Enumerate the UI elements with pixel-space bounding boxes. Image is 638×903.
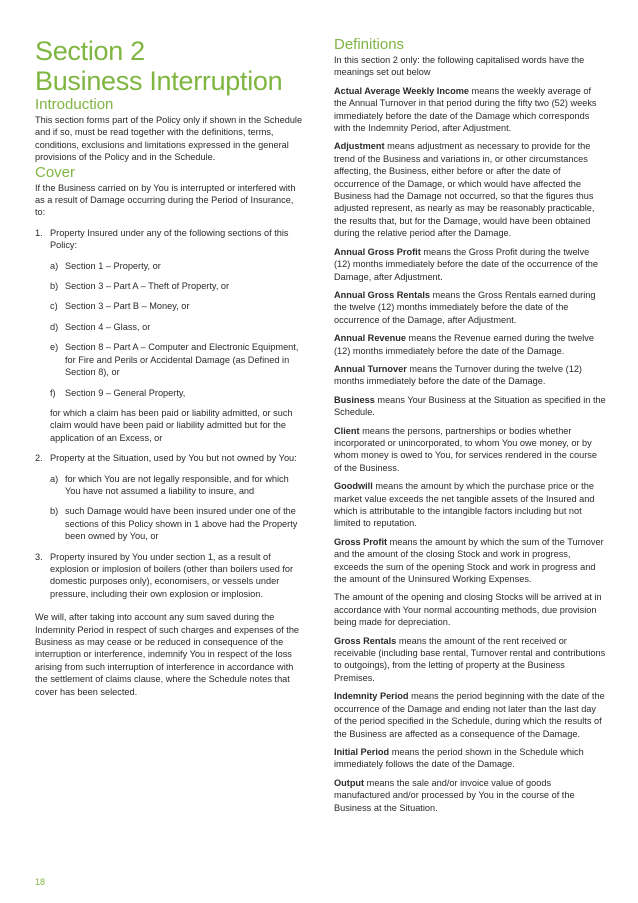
definition-text: means the amount by which the sum of the Turnover and the amount of the closing Stock and work in progress, exceeds the sum of the opening Stock and work in progress and the amount of the Uninsured Working Expenses.	[334, 536, 604, 585]
definition-text: The amount of the opening and closing Stocks will be arrived at in accordance with Your normal accounting methods, due provision being made for depreciation.	[334, 592, 602, 628]
definition-item	[334, 777, 606, 814]
definitions-lead: In this section 2 only: the following capitalised words have the meanings set out below	[334, 55, 585, 78]
definition-text: means the amount of the rent received or receivable (including base rental, Turnover rental and contributions to outgoings), from the letting of property at the Business Premises.	[334, 635, 606, 683]
cover-lead: If the Business carried on by You is interrupted or interfered with as a result of Damage occurring during the Period of Insurance, to:	[35, 182, 296, 218]
definitions-list	[334, 85, 606, 814]
definition-term: Gross Profit	[334, 536, 388, 547]
definition-term: Annual Turnover	[334, 363, 407, 374]
definition-text: means the Gross Rentals earned during the twelve (12) months immediately before the date of the occurrence of the Damage, after Adjustment.	[334, 289, 596, 325]
definition-term: Adjustment	[334, 141, 385, 152]
cover-item-3	[35, 551, 303, 601]
cover-list	[35, 227, 303, 600]
definition-item	[334, 536, 606, 586]
definition-text: means the Turnover during the twelve (12) months immediately before the date of the Damage.	[334, 363, 582, 387]
sub-item	[50, 260, 303, 272]
definition-item	[334, 425, 606, 475]
sub-item-text: Section 3 – Part B – Money, or	[65, 301, 190, 312]
cover-item-after-text: for which a claim has been paid or liability admitted, or such claim would have been paid or liability admitted but for the application of an Excess, or	[50, 407, 293, 443]
definition-item	[334, 363, 606, 388]
page-number: 18	[35, 877, 46, 887]
definition-item	[334, 635, 606, 685]
cover-item-number: 2.	[35, 453, 43, 464]
cover-sublist	[50, 473, 303, 543]
sub-item-text: such Damage would have been insured under one of the sections of this Policy shown in 1 above had the Property been owned by You, or	[65, 506, 298, 542]
definition-text: means the Gross Profit during the twelve (12) months immediately before the date of the occurrence of the Damage, after Adjustment.	[334, 246, 599, 282]
sub-item-text: Section 3 – Part A – Theft of Property, or	[65, 281, 230, 292]
cover-item-number: 3.	[35, 551, 43, 562]
sub-item-letter: b)	[50, 281, 59, 292]
definition-term: Client	[334, 425, 360, 436]
definition-item	[334, 140, 606, 239]
sub-item-text: Section 4 – Glass, or	[65, 321, 151, 332]
sub-item-text: Section 8 – Part A – Computer and Electronic Equipment, for Fire and Perils or Accidental Damage (as Defined in Section 8), or	[65, 342, 299, 378]
definition-item	[334, 591, 606, 628]
sub-item-text: for which You are not legally responsible, and for which You have not assumed a liability to insure, and	[65, 473, 289, 496]
definition-item	[334, 480, 606, 530]
sub-item	[50, 321, 303, 333]
sub-item-letter: d)	[50, 321, 59, 332]
cover-item-1	[35, 227, 303, 444]
sub-item	[50, 280, 303, 292]
definition-item	[334, 246, 606, 283]
definition-item	[334, 746, 606, 771]
definition-item	[334, 690, 606, 740]
cover-item-number: 1.	[35, 227, 43, 238]
sub-item	[50, 473, 303, 498]
section-title	[35, 36, 303, 96]
definition-term: Output	[334, 777, 365, 788]
cover-item-text: Property at the Situation, used by You but not owned by You:	[50, 453, 297, 464]
definition-text: means the weekly average of the Annual Turnover in that period during the fifty two (52) weeks immediately before the date of the Damage which corresponds with the Indemnity Period, after Adjustment.	[334, 85, 597, 134]
sub-item-letter: b)	[50, 506, 59, 517]
definition-term: Goodwill	[334, 481, 373, 492]
cover-item-text: Property Insured under any of the following sections of this Policy:	[50, 227, 289, 251]
definition-term: Annual Gross Profit	[334, 246, 421, 257]
introduction-text: This section forms part of the Policy only if shown in the Schedule and if so, must be read together with the definitions, terms, conditions, exclusions and limitations expressed in the general provisions of the Policy and in the Schedule.	[35, 115, 303, 163]
definition-text: means the sale and/or invoice value of goods manufactured and/or processed by You in the course of the Business at the Situation.	[334, 777, 575, 813]
sub-item-letter: f)	[50, 387, 56, 398]
definition-text: means adjustment as necessary to provide for the trend of the Business and variations in, or other circumstances affecting, the Business, either before or after the date of occurrence of the Damage, or which would have affected the Business had the Damage not occurred, so that the figures thus adjusted represent, as nearly as may be reasonably practicable, the results that, but for the Damage, would have been obtained during the relative period after the Damage.	[334, 141, 595, 239]
right-column	[334, 36, 606, 814]
definitions-heading: Definitions	[334, 36, 405, 53]
cover-sublist	[50, 260, 303, 399]
definition-item	[334, 85, 606, 135]
sub-item-letter: a)	[50, 473, 59, 484]
sub-item-letter: a)	[50, 260, 59, 271]
definition-term: Business	[334, 394, 375, 405]
definition-item	[334, 289, 606, 326]
definition-text: means the persons, partnerships or bodies whether incorporated or unincorporated, to whom You owe money, or by whom money is owed to You, for services rendered in the course of the Business.	[334, 425, 598, 473]
definition-term: Actual Average Weekly Income	[334, 85, 469, 96]
sub-item-text: Section 1 – Property, or	[65, 260, 161, 271]
section-title-line1: Section 2	[35, 36, 145, 66]
definition-text: means Your Business at the Situation as specified in the Schedule.	[334, 394, 606, 418]
definition-text: means the Revenue earned during the twelve (12) months immediately before the date of the Damage.	[334, 333, 594, 356]
sub-item-text: Section 9 – General Property,	[65, 387, 186, 398]
definition-term: Indemnity Period	[334, 691, 409, 702]
definition-item	[334, 332, 606, 357]
sub-item-letter: c)	[50, 301, 58, 312]
sub-item	[50, 300, 303, 312]
left-column	[35, 36, 303, 698]
sub-item	[50, 341, 303, 378]
cover-closing-text: We will, after taking into account any sum saved during the Indemnity Period in respect of such charges and expenses of the Business as may cease or be reduced in consequence of the interruption or interference, indemnify You in respect of the loss arising from such interruption of interference in accordance with the settlement of claims clause, where the Schedule notes that cover has been selected.	[35, 612, 300, 697]
definition-item	[334, 394, 606, 419]
definition-term: Annual Revenue	[334, 333, 406, 344]
definition-term: Annual Gross Rentals	[334, 289, 430, 300]
introduction-heading: Introduction	[35, 96, 114, 113]
definition-text: means the amount by which the purchase price or the market value exceeds the net tangible assets of the Insured and which is attributable to the intangible factors including but not limited to reputation.	[334, 481, 595, 529]
definition-term: Gross Rentals	[334, 635, 397, 646]
sub-item	[50, 387, 303, 399]
sub-item-letter: e)	[50, 342, 59, 353]
definition-term: Initial Period	[334, 746, 390, 757]
section-title-line2: Business Interruption	[35, 66, 283, 96]
cover-item-2	[35, 452, 303, 542]
cover-heading: Cover	[35, 163, 76, 181]
definition-text: means the period shown in the Schedule which immediately follows the date of the Damage.	[334, 746, 584, 770]
definition-text: means the period beginning with the date of the occurrence of the Damage and ending not later than the last day of the period specified in the Schedule, during which the results of the Business are affected as a consequence of the Damage.	[334, 691, 605, 739]
sub-item	[50, 505, 303, 542]
cover-item-text: Property insured by You under section 1, as a result of explosion or implosion of boilers (other than boilers used for domestic purposes only), economisers, or vessels under pressure, including their own explosion or implosion.	[50, 551, 294, 599]
